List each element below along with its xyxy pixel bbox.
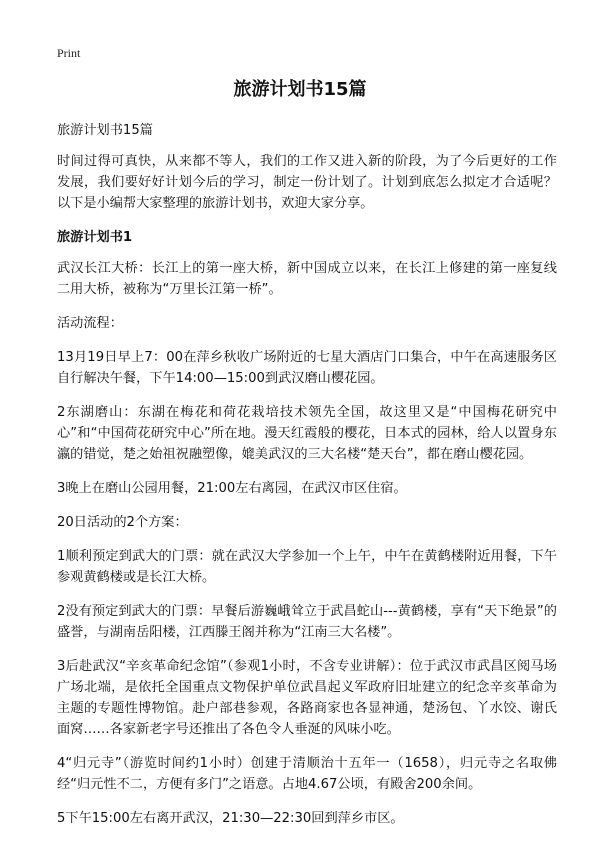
paragraph-plan-3: 3后赴武汉“辛亥革命纪念馆”（参观1小时，不含专业讲解）：位于武汉市武昌区阅马场广场北端，是依托全国重点文物保护单位武昌起义军政府旧址建立的纪念辛亥革命为主题的专题性博物馆。赴户部巷参观，各路商家也各显神通，楚汤包、丫水饺、谢氏面窝……各家新老字号还推出了各色令人垂涎的风味小吃。 xyxy=(57,659,557,737)
paragraph-plan-4: 4“归元寺”（游览时间约1小时）创建于清顺治十五年一（1658），归元寺之名取佛经“归元性不二，方便有多门”之语意。占地4.67公顷，有殿舍200余间。 xyxy=(57,756,557,792)
paragraph-step-2: 2东湖磨山：东湖在梅花和荷花栽培技术领先全国，故这里又是“中国梅花研究中心”和“中国荷花研究中心”所在地。漫天红霞般的樱花，日本式的园林，给人以置身东瀛的错觉，楚之始祖祝融塑像，媲美武汉的三大名楼“楚天台”，都在磨山樱花园。 xyxy=(57,405,557,462)
paragraph-bridge: 武汉长江大桥：长江上的第一座大桥，新中国成立以来，在长江上修建的第一座复线二用大桥，被称为“万里长江第一桥”。 xyxy=(57,261,557,297)
paragraph-step-1: 13月19日早上7：00在萍乡秋收广场附近的七星大酒店门口集合，中午在高速服务区自行解决午餐，下午14:00—15:00到武汉磨山樱花园。 xyxy=(57,350,557,386)
intro-paragraph: 时间过得可真快，从来都不等人，我们的工作又进入新的阶段，为了今后更好的工作发展，我们要好好计划今后的学习，制定一份计划了。计划到底怎么拟定才合适呢？以下是小编帮大家整理的旅游计划书，欢迎大家分享。 xyxy=(57,154,557,211)
section-heading: 旅游计划书1 xyxy=(57,230,133,245)
page-title: 旅游计划书15篇 xyxy=(233,79,367,100)
document-body xyxy=(57,120,557,842)
document-subtitle: 旅游计划书15篇 xyxy=(57,123,153,138)
paragraph-day20-plans: 20日活动的2个方案： xyxy=(57,515,188,530)
paragraph-plan-1: 1顺利预定到武大的门票：就在武汉大学参加一个上午，中午在黄鹤楼附近用餐，下午参观黄鹤楼或是长江大桥。 xyxy=(57,549,557,585)
paragraph-plan-5: 5下午15:00左右离开武汉，21:30—22:30回到萍乡市区。 xyxy=(57,811,404,826)
paragraph-step-3: 3晚上在磨山公园用餐，21:00左右离园，在武汉市区住宿。 xyxy=(57,481,407,496)
paragraph-activity-flow: 活动流程： xyxy=(57,316,123,331)
paragraph-plan-2: 2没有预定到武大的门票：早餐后游巍峨耸立于武昌蛇山---黄鹤楼，享有“天下绝景”的盛誉，与湖南岳阳楼，江西滕王阁并称为“江南三大名楼”。 xyxy=(57,604,557,640)
print-link[interactable]: Print xyxy=(57,46,81,60)
